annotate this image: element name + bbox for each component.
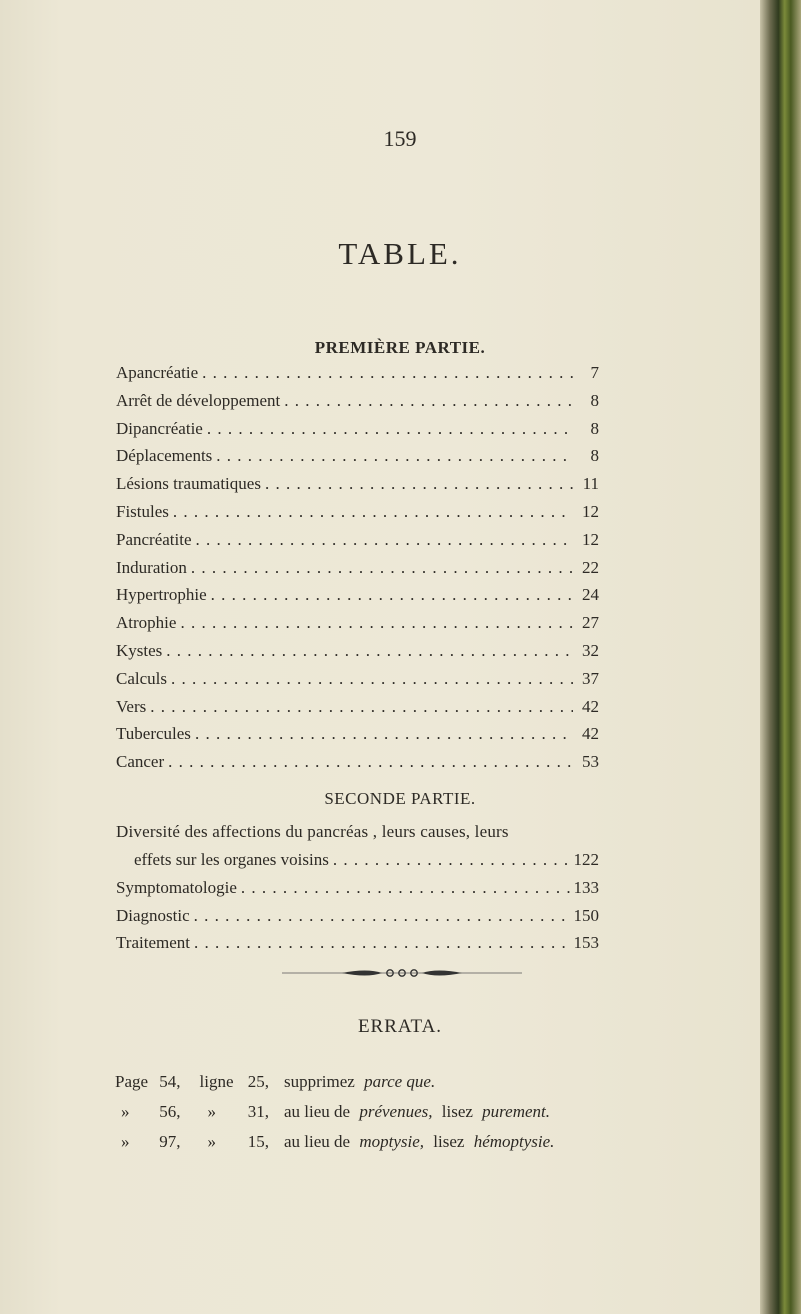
errata-correct: hémoptysie. bbox=[473, 1132, 555, 1151]
toc-entry-page: 12 bbox=[582, 501, 599, 521]
errata-line: 25, bbox=[247, 1072, 269, 1091]
errata-list bbox=[115, 1072, 559, 1162]
toc-entry bbox=[116, 502, 599, 530]
page-number: 159 bbox=[383, 126, 417, 151]
dot-leader bbox=[265, 474, 573, 494]
toc-entry bbox=[116, 878, 599, 906]
toc-entry-label: Calculs bbox=[116, 668, 167, 688]
dot-leader bbox=[196, 530, 573, 550]
errata-row bbox=[115, 1102, 559, 1132]
book-binding-edge bbox=[760, 0, 801, 1314]
errata-text: supprimez bbox=[284, 1072, 355, 1091]
toc-entry-label: Cancer bbox=[116, 752, 165, 772]
toc-entry-page: 24 bbox=[582, 585, 599, 605]
toc-entry-label: Arrêt de développement bbox=[116, 390, 281, 410]
errata-wrong: parce que. bbox=[364, 1072, 436, 1091]
toc-part2 bbox=[116, 822, 599, 961]
toc-entry-page: 42 bbox=[582, 724, 599, 744]
errata-prefix: » bbox=[121, 1132, 130, 1151]
part2-heading: SECONDE PARTIE. bbox=[324, 789, 476, 808]
ornament-divider bbox=[282, 966, 522, 980]
errata-ligne: » bbox=[207, 1132, 216, 1151]
toc-entry-label: Lésions traumatiques bbox=[116, 474, 261, 494]
toc-entry-page: 22 bbox=[582, 557, 599, 577]
dot-leader bbox=[216, 446, 573, 466]
errata-row bbox=[115, 1132, 559, 1162]
toc-entry-page: 12 bbox=[582, 529, 599, 549]
dot-leader bbox=[194, 933, 570, 953]
toc-entry bbox=[116, 822, 599, 878]
toc-entry-page: 32 bbox=[582, 640, 599, 660]
toc-entry-label: Apancréatie bbox=[116, 363, 199, 382]
errata-prefix: » bbox=[121, 1102, 130, 1121]
toc-entry-page: 153 bbox=[573, 933, 599, 953]
dot-leader bbox=[211, 585, 573, 605]
toc-entry-page: 42 bbox=[582, 696, 599, 716]
part1-heading: PREMIÈRE PARTIE. bbox=[314, 338, 486, 357]
toc-entry bbox=[116, 419, 599, 447]
toc-entry-page: 150 bbox=[573, 905, 599, 925]
toc-entry-label: Tubercules bbox=[116, 724, 191, 744]
toc-entry-page: 8 bbox=[590, 446, 599, 466]
errata-text: au lieu de bbox=[284, 1132, 351, 1151]
dot-leader bbox=[150, 697, 573, 717]
dot-leader bbox=[202, 363, 573, 383]
dot-leader bbox=[168, 752, 573, 772]
toc-entry bbox=[116, 558, 599, 586]
toc-entry-page: 53 bbox=[582, 752, 599, 772]
toc-entry bbox=[116, 474, 599, 502]
toc-entry-page: 27 bbox=[582, 613, 599, 633]
toc-entry-page: 122 bbox=[573, 850, 599, 869]
errata-correct: purement. bbox=[482, 1102, 550, 1121]
toc-entry-label: Diagnostic bbox=[116, 905, 190, 925]
toc-entry bbox=[116, 585, 599, 613]
toc-entry-page: 7 bbox=[590, 363, 599, 382]
toc-part1 bbox=[116, 363, 599, 780]
dot-leader bbox=[284, 391, 573, 411]
toc-entry bbox=[116, 669, 599, 697]
toc-entry bbox=[116, 446, 599, 474]
toc-entry-label: Dipancréatie bbox=[116, 418, 203, 438]
dot-leader bbox=[207, 419, 573, 439]
toc-entry-label: Diversité des affections du pancréas , leurs causes, leurs bbox=[116, 822, 509, 841]
errata-page: 56, bbox=[159, 1102, 181, 1121]
toc-entry bbox=[116, 933, 599, 961]
toc-entry-page: 8 bbox=[590, 390, 599, 410]
toc-entry bbox=[116, 724, 599, 752]
dot-leader bbox=[171, 669, 573, 689]
dot-leader bbox=[173, 502, 573, 522]
errata-text: lisez bbox=[433, 1132, 465, 1151]
toc-entry-label: Vers bbox=[116, 696, 147, 716]
toc-entry-continuation bbox=[116, 850, 599, 878]
toc-entry-label: Hypertrophie bbox=[116, 585, 207, 605]
toc-entry bbox=[116, 363, 599, 391]
toc-entry bbox=[116, 613, 599, 641]
dot-leader bbox=[191, 558, 573, 578]
errata-heading: ERRATA. bbox=[357, 1016, 443, 1037]
page-title: TABLE. bbox=[338, 236, 462, 271]
errata-page: 54, bbox=[159, 1072, 181, 1091]
dot-leader bbox=[166, 641, 573, 661]
toc-entry-label: effets sur les organes voisins bbox=[134, 850, 329, 869]
dot-leader bbox=[195, 724, 573, 744]
errata-ligne: ligne bbox=[199, 1072, 234, 1091]
errata-text: lisez bbox=[441, 1102, 473, 1121]
dot-leader bbox=[194, 906, 570, 926]
toc-entry-label: Induration bbox=[116, 557, 187, 577]
errata-wrong: moptysie, bbox=[359, 1132, 425, 1151]
toc-entry-label: Kystes bbox=[116, 640, 163, 660]
toc-entry-label: Déplacements bbox=[116, 446, 213, 466]
errata-row bbox=[115, 1072, 559, 1102]
toc-entry-page: 11 bbox=[582, 474, 599, 494]
toc-entry-label: Traitement bbox=[116, 933, 190, 953]
dot-leader bbox=[241, 878, 570, 898]
errata-page: 97, bbox=[159, 1132, 181, 1151]
toc-entry-page: 8 bbox=[590, 418, 599, 438]
errata-prefix: Page bbox=[115, 1072, 149, 1091]
toc-entry bbox=[116, 906, 599, 934]
toc-entry-page: 37 bbox=[582, 668, 599, 688]
toc-entry-label: Atrophie bbox=[116, 613, 177, 633]
toc-entry bbox=[116, 530, 599, 558]
toc-entry bbox=[116, 641, 599, 669]
toc-entry-label: Fistules bbox=[116, 501, 169, 521]
toc-entry bbox=[116, 752, 599, 780]
errata-wrong: prévenues, bbox=[359, 1102, 433, 1121]
errata-text: au lieu de bbox=[284, 1102, 351, 1121]
toc-entry-label: Symptomatologie bbox=[116, 877, 237, 897]
errata-line: 15, bbox=[247, 1132, 269, 1151]
toc-entry bbox=[116, 391, 599, 419]
dot-leader bbox=[333, 850, 570, 870]
dot-leader bbox=[180, 613, 573, 633]
errata-line: 31, bbox=[247, 1102, 269, 1121]
toc-entry-page: 133 bbox=[573, 877, 599, 897]
toc-entry bbox=[116, 697, 599, 725]
errata-ligne: » bbox=[207, 1102, 216, 1121]
toc-entry-label: Pancréatite bbox=[116, 529, 192, 549]
